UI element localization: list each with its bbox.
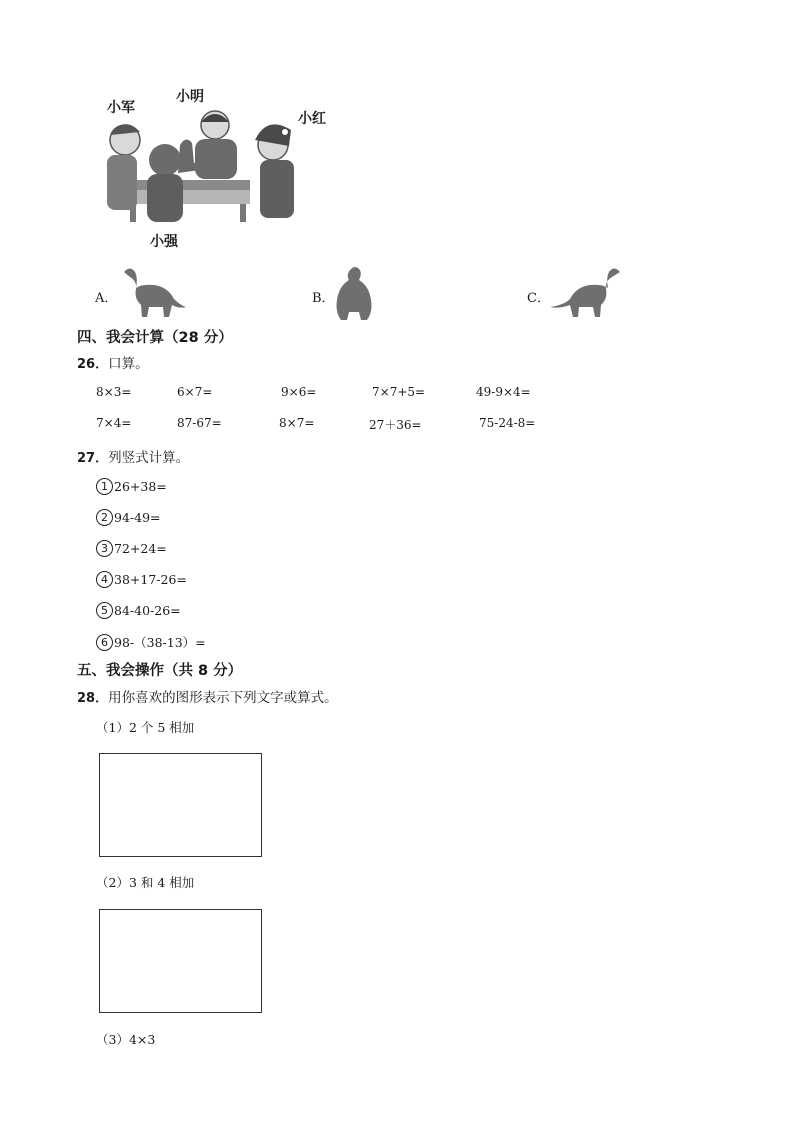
item-expression: 98-（38-13）= (114, 635, 206, 650)
name-xiaoming: 小明 (176, 89, 204, 105)
item-number: 6 (96, 634, 113, 651)
item-expression: 38+17-26= (114, 572, 187, 587)
item-number: 4 (96, 571, 113, 588)
vertical-calc-item (96, 509, 161, 526)
vertical-calc-item (96, 478, 167, 495)
mental-math-item: 49-9×4= (476, 385, 531, 399)
option-label: B． (312, 291, 335, 306)
mental-math-item: 27＋36= (369, 418, 422, 432)
question-number: 26． (77, 357, 109, 372)
item-number: 1 (96, 478, 113, 495)
drawing-box[interactable] (99, 753, 262, 857)
question-text: 口算。 (108, 356, 149, 372)
mental-math-item: 87-67= (177, 416, 222, 430)
vertical-calc-item (96, 602, 181, 619)
vertical-calc-item (96, 633, 206, 651)
question-26 (77, 352, 149, 372)
question-28 (77, 686, 338, 706)
vertical-calc-item (96, 540, 167, 557)
mental-math-item: 7×4= (96, 416, 132, 430)
mental-math-item: 75-24-8= (479, 416, 536, 430)
section-title: 四、我会计算（28 分） (77, 330, 233, 346)
question-text: 用你喜欢的图形表示下列文字或算式。 (108, 690, 338, 706)
item-number: 2 (96, 509, 113, 526)
name-xiaoqiang: 小强 (150, 234, 178, 250)
illustration (90, 90, 340, 250)
question-text: 列竖式计算。 (108, 450, 190, 466)
mental-math-item: 7×7+5= (372, 385, 426, 399)
name-xiaojun: 小军 (107, 100, 135, 116)
question-27 (77, 446, 189, 466)
item-expression: 94-49= (114, 510, 161, 525)
dinosaur-icon (548, 266, 626, 320)
item-expression: 72+24= (114, 541, 167, 556)
dinosaur-icon (330, 266, 378, 322)
item-number: 3 (96, 540, 113, 557)
dinosaur-icon (118, 266, 188, 320)
name-xiaohong: 小红 (298, 111, 326, 127)
item-expression: 84-40-26= (114, 603, 181, 618)
children-drawing (95, 110, 310, 226)
mental-math-item: 9×6= (281, 385, 317, 399)
option-label: A． (95, 291, 118, 306)
item-number: 5 (96, 602, 113, 619)
sub-question-label: （2）3 和 4 相加 (96, 875, 195, 890)
option-label: C． (527, 291, 550, 306)
question-number: 28． (77, 691, 109, 706)
mental-math-item: 8×7= (279, 416, 315, 430)
sub-question-label: （1）2 个 5 相加 (96, 720, 195, 735)
question-number: 27． (77, 451, 109, 466)
sub-question-label: （3）4×3 (96, 1032, 156, 1047)
mental-math-item: 6×7= (177, 385, 213, 399)
drawing-box[interactable] (99, 909, 262, 1013)
option-a (95, 287, 117, 306)
section-title: 五、我会操作（共 8 分） (77, 663, 243, 679)
item-expression: 26+38= (114, 479, 167, 494)
vertical-calc-item (96, 571, 187, 588)
mental-math-item: 8×3= (96, 385, 132, 399)
option-c (527, 287, 550, 306)
